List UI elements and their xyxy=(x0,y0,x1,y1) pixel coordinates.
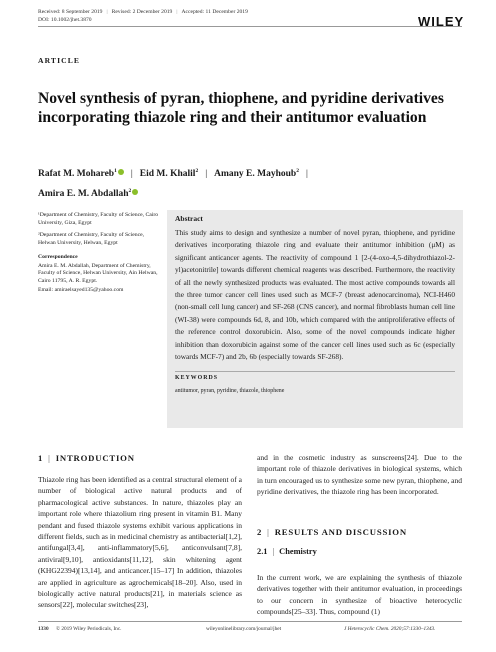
section-number: 2 xyxy=(257,527,263,537)
affiliation-2: ²Department of Chemistry, Faculty of Science, Helwan University, Helwan, Egypt xyxy=(38,232,145,247)
separator: | xyxy=(272,547,275,556)
correspondence-email[interactable]: Email: amiraelsayed135@yahoo.com xyxy=(38,286,124,293)
author-list xyxy=(38,163,468,203)
chemistry-text: In the current work, we are explaining the synthesis of thiazole derivatives together with their antitumor evaluation, in proceedings to our concern in synthesize of bioactive heterocyclic compounds[25–33]. Thus, compound (1) xyxy=(257,573,462,617)
affiliations xyxy=(38,212,162,299)
header-rule xyxy=(38,26,462,27)
subsection-heading xyxy=(257,547,317,556)
keywords-rule xyxy=(175,371,455,372)
section-title: INTRODUCTION xyxy=(55,453,135,463)
separator: | xyxy=(48,453,51,463)
received-date: Received: 8 September 2019 xyxy=(38,9,103,15)
article-dates xyxy=(38,9,248,15)
separator: | xyxy=(130,169,133,180)
subsection-number: 2.1 xyxy=(257,547,268,556)
abstract-text: This study aims to design and synthesize a number of novel pyran, thiophene, and pyridine derivatives incorporating thiazole ring and evaluate their antitumor inhibition (μM) as significant anticancer agents. The reactivity of compound 1 [2-(4-oxo-4,5-dihydrothiazol-2-yl)acetonitrile] towards different chemical reagents was described. Furthermore, the reactivity of all the newly synthesized products was evaluated. The most active compounds towards all the three tumor cancer cell lines used such as MCF-7 (breast adenocarcinoma), NCI-H460 (non-small cell lung cancer) and SF-268 (CNS cancer), and normal fibroblasts human cell line (WI-38) were compounds 6d, 8, and 10b, which compared with the antiproliferative effects of the reference control doxorubicin. Also, some of the novel compounds indicate higher inhibition than doxorubicin against some of the cancer cell lines used such as 6c (especially towards MCF-7) and 2b, 6b (especially towards SF-268). xyxy=(175,228,455,362)
section-number: 1 xyxy=(38,453,44,463)
journal-url[interactable]: wileyonlinelibrary.com/journal/jhet xyxy=(206,626,282,632)
section-title: RESULTS AND DISCUSSION xyxy=(274,527,407,537)
publisher-logo: WILEY xyxy=(418,14,465,29)
correspondence-text: Amira E. M. Abdallah, Department of Chemistry, Faculty of Science, Helwan University, Ain Helwan, Cairo 11795, A. R. Egypt. xyxy=(38,262,158,284)
keywords-list: antitumor, pyran, pyridine, thiazole, thiophene xyxy=(175,388,285,394)
correspondence-label: Correspondence xyxy=(38,253,78,260)
accepted-date: Accepted: 11 December 2019 xyxy=(181,9,248,15)
article-category: ARTICLE xyxy=(38,56,81,65)
separator: | xyxy=(106,9,108,15)
keywords-heading: KEYWORDS xyxy=(175,375,219,381)
author-name[interactable]: Rafat M. Mohareb xyxy=(38,169,115,180)
separator: | xyxy=(305,169,308,180)
subsection-title: Chemistry xyxy=(279,547,317,556)
author-name[interactable]: Amany E. Mayhoub xyxy=(214,169,297,180)
introduction-text: Thiazole ring has been identified as a central structural element of a number of biological active natural products and of pharmacological active substances. In nature, thiazoles play an important role where thiazolium ring present in vitamin B1. Many pendant and fused thiazole systems exhibit various applications in different fields, such as in medicinal chemistry as antibacterial[1,2], antifungal[3,4], anti-inflammatory[5,6], anticonvulsant[7,8], antiviral[9,10], antioxidants[11,12], skin whitening agent (KHG22394)[13,14], and anticancer.[15–17] In addition, thiazoles are applied in agriculture as agrochemicals[18–20]. Also, used in biologically active natural products[21], in materials science as sensors[22], molecular switches[23], xyxy=(38,475,242,610)
section-heading xyxy=(38,453,135,463)
introduction-text-continued: and in the cosmetic industry as sunscreens[24]. Due to the important role of thiazole derivatives in biological systems, which in turn encouraged us to synthesize some new pyran, thiophene, and pyridine derivatives, the thiazole ring has been incorporated. xyxy=(257,453,462,497)
page-number: 1330 xyxy=(38,626,49,632)
orcid-icon[interactable] xyxy=(132,189,138,195)
affiliation-marker: 2 xyxy=(296,168,299,174)
affiliation-marker: 2 xyxy=(128,188,132,195)
article-title: Novel synthesis of pyran, thiophene, and pyridine derivatives incorporating thiazole ring and their antitumor evaluation xyxy=(38,90,444,126)
separator: | xyxy=(176,9,178,15)
author-name[interactable]: Amira E. M. Abdallah xyxy=(38,189,129,200)
affiliation-marker: 2 xyxy=(195,168,199,174)
separator: | xyxy=(267,527,270,537)
affiliation-1: ¹Department of Chemistry, Faculty of Science, Cairo University, Giza, Egypt xyxy=(38,212,159,226)
copyright: © 2019 Wiley Periodicals, Inc. xyxy=(56,626,122,632)
author-name[interactable]: Eid M. Khalil xyxy=(139,169,196,180)
affiliation-marker: 1 xyxy=(114,168,117,174)
revised-date: Revised: 2 December 2019 xyxy=(111,9,173,15)
section-heading xyxy=(257,527,407,537)
journal-citation: J Heterocyclic Chem. 2020;57:1330–1343. xyxy=(344,626,436,632)
doi[interactable]: DOI: 10.1002/jhet.3870 xyxy=(38,17,92,23)
abstract-heading: Abstract xyxy=(175,214,203,223)
footer-rule xyxy=(38,621,462,622)
separator: | xyxy=(205,169,208,180)
orcid-icon[interactable] xyxy=(118,169,124,175)
